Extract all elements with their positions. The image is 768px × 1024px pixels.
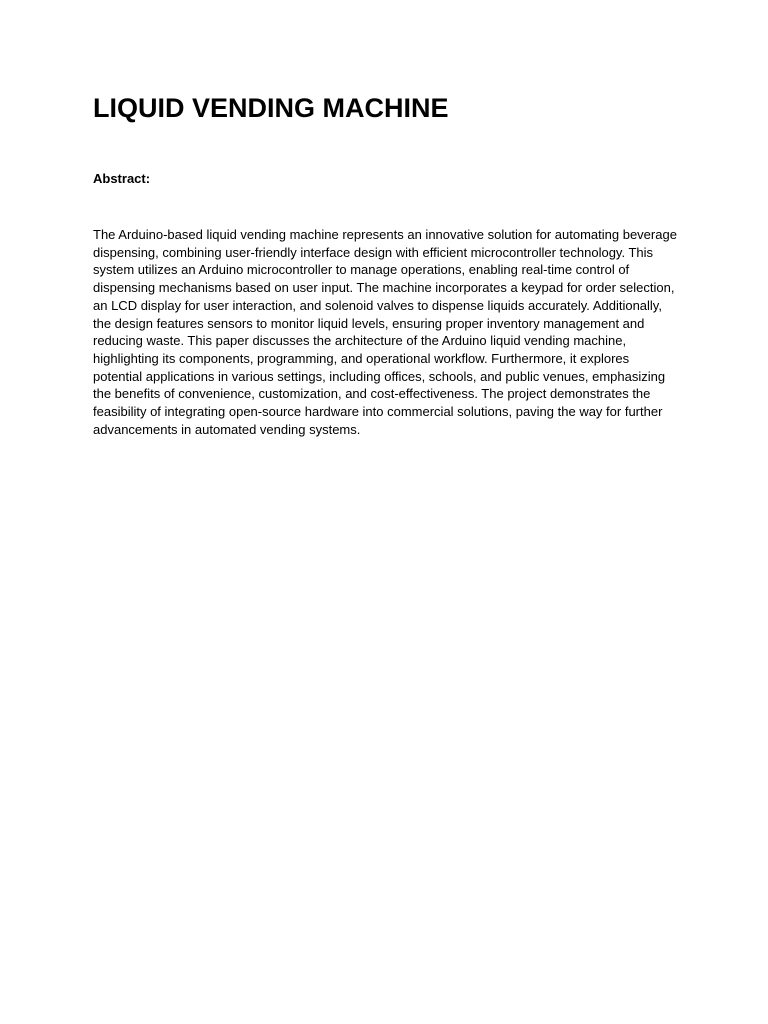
abstract-heading: Abstract:: [93, 171, 151, 186]
abstract-paragraph: The Arduino-based liquid vending machine represents an innovative solution for automating beverage dispensing, combining user-friendly interface design with efficient microcontroller technology. This system utilizes an Arduino microcontroller to manage operations, enabling real-time control of dispensing mechanisms based on user input. The machine incorporates a keypad for order selection, an LCD display for user interaction, and solenoid valves to dispense liquids accurately. Additionally, the design features sensors to monitor liquid levels, ensuring proper inventory management and reducing waste. This paper discusses the architecture of the Arduino liquid vending machine, highlighting its components, programming, and operational workflow. Furthermore, it explores potential applications in various settings, including offices, schools, and public venues, emphasizing the benefits of convenience, customization, and cost-effectiveness. The project demonstrates the feasibility of integrating open-source hardware into commercial solutions, paving the way for further advancements in automated vending systems.: [93, 227, 677, 437]
document-content: [93, 90, 678, 438]
document-title: LIQUID VENDING MACHINE: [93, 93, 449, 123]
